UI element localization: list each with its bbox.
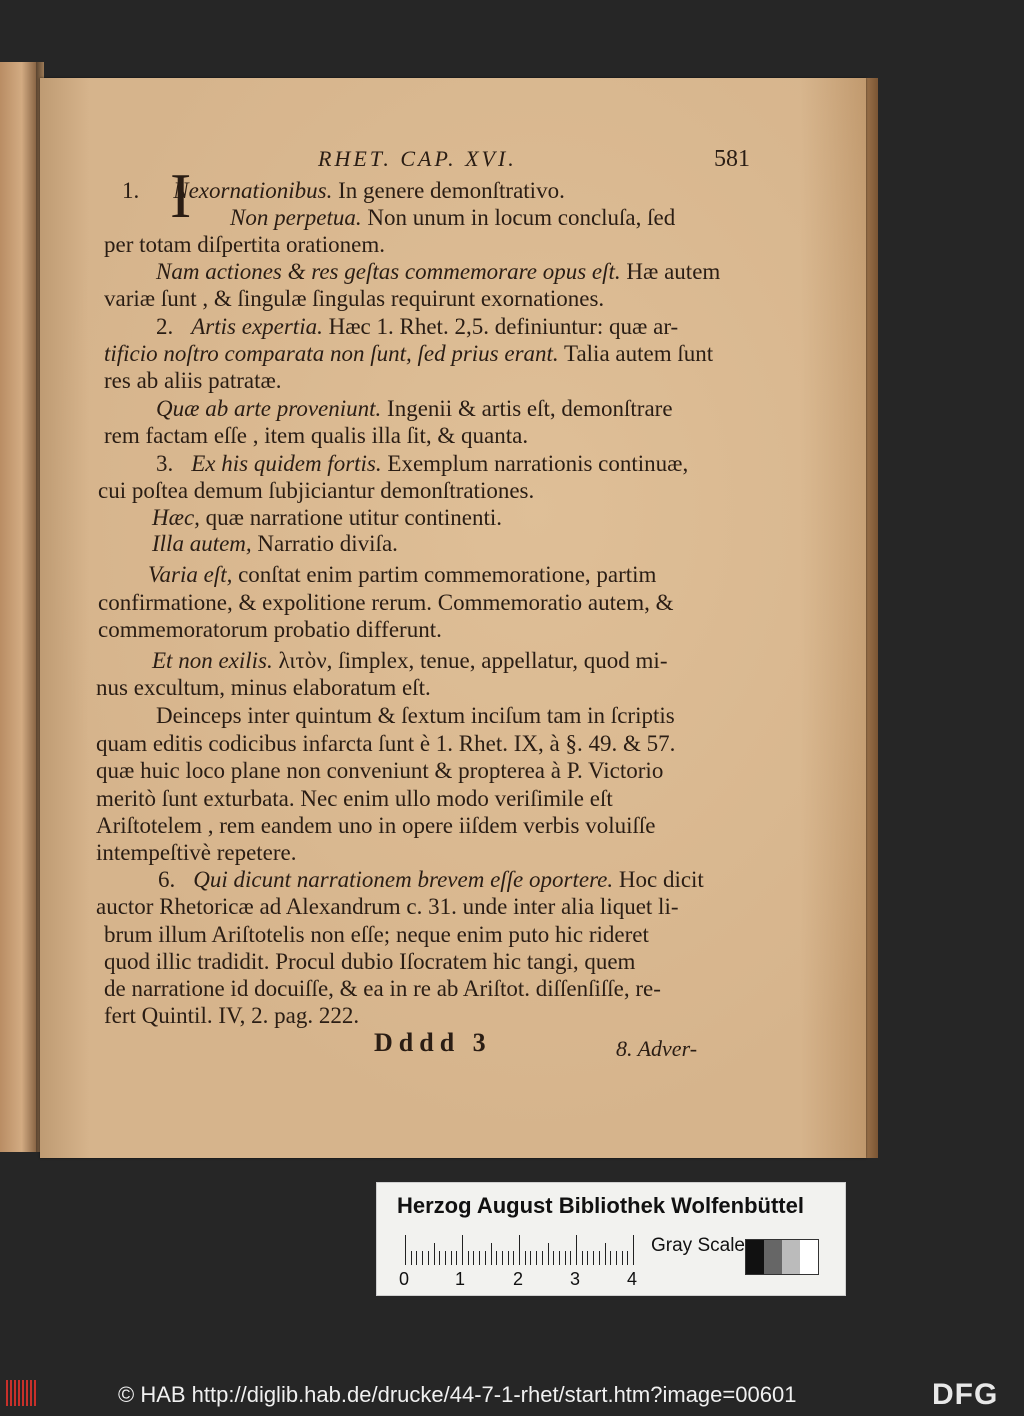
- line-text: fert Quintil. IV, 2. pag. 222.: [104, 1003, 360, 1028]
- line-number: 6.: [158, 867, 176, 892]
- line-text: Ariſtotelem , rem eandem uno in opere iiſdem verbis voluiſſe: [96, 813, 656, 838]
- ruler-tick: [548, 1243, 549, 1265]
- line-text: In genere demonſtrativo.: [332, 178, 565, 203]
- ruler-tick: [599, 1251, 600, 1265]
- text-line: [152, 505, 502, 531]
- signature-mark: Dddd 3: [374, 1028, 492, 1057]
- text-line: [98, 590, 674, 616]
- ruler-tick: [485, 1251, 486, 1265]
- ruler-scale: [405, 1233, 637, 1265]
- text-line: [96, 731, 675, 757]
- ruler-tick: [416, 1251, 417, 1265]
- ruler-number: 4: [627, 1269, 638, 1289]
- ruler-tick: [434, 1243, 435, 1265]
- ruler-tick: [519, 1235, 520, 1265]
- text-line: [104, 368, 282, 394]
- line-text: quam editis codicibus infarcta ſunt è 1. Rhet. IX, à §. 49. & 57.: [96, 731, 676, 756]
- ruler-tick: [576, 1235, 577, 1265]
- ruler-tick: [587, 1251, 588, 1265]
- ruler-tick: [559, 1251, 560, 1265]
- ruler-number: 2: [513, 1269, 524, 1289]
- text-line: [152, 531, 398, 557]
- lemma: tificio noſtro comparata non ſunt, ſed prius erant.: [104, 341, 559, 366]
- ruler-tick: [530, 1251, 531, 1265]
- barcode-icon: [6, 1380, 42, 1406]
- text-line: [230, 205, 675, 231]
- line-text: brum illum Ariſtotelis non eſſe; neque enim puto hic rideret: [104, 922, 649, 947]
- text-line: [156, 451, 688, 477]
- text-line: [96, 894, 679, 920]
- ruler-tick: [553, 1251, 554, 1265]
- line-text: Hoc dicit: [613, 867, 704, 892]
- dfg-logo: DFG: [932, 1378, 999, 1411]
- ruler-tick: [542, 1251, 543, 1265]
- line-text: Hæc 1. Rhet. 2,5. definiuntur: quæ ar-: [322, 314, 679, 339]
- text-line: [104, 976, 661, 1002]
- ruler-tick: [536, 1251, 537, 1265]
- text-line: [158, 867, 704, 893]
- line-text: auctor Rhetoricæ ad Alexandrum c. 31. unde inter alia liquet li-: [96, 894, 679, 919]
- text-line: [156, 396, 673, 422]
- line-text: Exemplum narrationis continuæ,: [381, 451, 689, 476]
- text-line: [156, 314, 678, 340]
- ruler-tick: [610, 1251, 611, 1265]
- lemma: Non perpetua.: [230, 205, 362, 230]
- line-text: de narratione id docuiſſe, & ea in re ab Ariſtot. diſſenſiſſe, re-: [104, 976, 661, 1001]
- line-text: λιτὸν, ſimplex, tenue, appellatur, quod mi-: [272, 648, 668, 673]
- ruler-tick: [462, 1235, 463, 1265]
- line-text: commemoratorum probatio differunt.: [98, 617, 442, 642]
- line-text: quæ huic loco plane non conveniunt & propterea à P. Victorio: [96, 758, 664, 783]
- copyright-url[interactable]: © HAB http://diglib.hab.de/drucke/44-7-1-rhet/start.htm?image=00601: [118, 1382, 797, 1407]
- ruler-tick: [508, 1251, 509, 1265]
- line-text: Ingenii & artis eſt, demonſtrare: [381, 396, 673, 421]
- line-number: 1.: [122, 178, 140, 203]
- lemma: Nam actiones & res geſtas commemorare opus eſt.: [156, 259, 621, 284]
- text-line: [104, 341, 713, 367]
- ruler-tick: [565, 1251, 566, 1265]
- ruler-tick: [491, 1243, 492, 1265]
- lemma: Nexornationibus.: [173, 178, 333, 203]
- line-text: per totam diſpertita orationem.: [104, 232, 386, 257]
- text-line: [96, 675, 431, 701]
- line-text: quæ narratione utitur continenti.: [199, 505, 503, 530]
- text-line: [104, 1003, 359, 1029]
- text-line: [96, 758, 663, 784]
- text-line: [96, 786, 613, 812]
- ruler-tick: [496, 1251, 497, 1265]
- ruler-tick: [439, 1251, 440, 1265]
- text-line: [104, 423, 528, 449]
- facing-page-edge: [0, 62, 36, 1152]
- ruler-tick: [422, 1251, 423, 1265]
- footer-bar: [0, 1370, 1024, 1416]
- ruler-tick: [513, 1251, 514, 1265]
- text-line: [148, 562, 656, 588]
- line-text: Narratio diviſa.: [251, 531, 398, 556]
- ruler-tick: [593, 1251, 594, 1265]
- lemma: Hæc,: [152, 505, 200, 530]
- ruler-tick: [525, 1251, 526, 1265]
- ruler-tick: [445, 1251, 446, 1265]
- ruler-number: 0: [399, 1269, 410, 1289]
- lemma: Varia eſt,: [148, 562, 233, 587]
- text-line: [122, 178, 565, 204]
- ruler-tick: [451, 1251, 452, 1265]
- ruler-tick: [405, 1235, 406, 1265]
- page-number: 581: [714, 146, 750, 172]
- ruler-tick: [582, 1251, 583, 1265]
- lemma: Qui dicunt narrationem brevem eſſe oportere.: [193, 867, 614, 892]
- ruler-tick: [502, 1251, 503, 1265]
- line-text: Non unum in locum concluſa, ſed: [361, 205, 676, 230]
- line-text: conſtat enim partim commemoratione, partim: [232, 562, 657, 587]
- library-color-card: [376, 1182, 846, 1296]
- lemma: Artis expertia.: [191, 314, 323, 339]
- line-text: quod illic tradidit. Procul dubio Iſocratem hic tangi, quem: [104, 949, 636, 974]
- line-text: variæ ſunt , & ſingulæ ſingulas requirunt exornationes.: [104, 286, 605, 311]
- ruler-tick: [473, 1251, 474, 1265]
- ruler-number: 3: [570, 1269, 581, 1289]
- text-line: [156, 703, 675, 729]
- ruler-tick: [633, 1235, 634, 1265]
- line-text: Hæ autem: [620, 259, 721, 284]
- text-line: [152, 648, 668, 674]
- line-number: 3.: [156, 451, 174, 476]
- ruler-tick: [411, 1251, 412, 1265]
- text-line: [104, 286, 604, 312]
- text-line: [98, 617, 442, 643]
- text-line: [98, 478, 534, 504]
- line-text: meritò ſunt exturbata. Nec enim ullo modo veriſimile eſt: [96, 786, 613, 811]
- line-text: res ab aliis patratæ.: [104, 368, 282, 393]
- lemma: Et non exilis.: [152, 648, 273, 673]
- ruler-tick: [570, 1251, 571, 1265]
- line-number: 2.: [156, 314, 174, 339]
- lemma: Quæ ab arte proveniunt.: [156, 396, 382, 421]
- text-line: [96, 840, 297, 866]
- catchword: 8. Adver-: [616, 1036, 698, 1061]
- line-text: cui poſtea demum ſubjiciantur demonſtrationes.: [98, 478, 535, 503]
- gray-scale-swatch: [745, 1239, 819, 1275]
- line-text: confirmatione, & expolitione rerum. Commemoratio autem, &: [98, 590, 674, 615]
- text-line: [104, 949, 635, 975]
- line-text: Deinceps inter quintum & ſextum inciſum tam in ſcriptis: [156, 703, 675, 728]
- gray-scale-label: Gray Scale: [651, 1235, 745, 1256]
- ruler-tick: [456, 1251, 457, 1265]
- lemma: Illa autem,: [152, 531, 252, 556]
- text-line: [104, 232, 385, 258]
- ruler-tick: [428, 1251, 429, 1265]
- ruler-tick: [622, 1251, 623, 1265]
- text-line: [104, 922, 649, 948]
- running-head: RHET. CAP. XVI.: [318, 146, 517, 171]
- library-name: Herzog August Bibliothek Wolfenbüttel: [397, 1193, 804, 1218]
- ruler-number: 1: [455, 1269, 466, 1289]
- ruler-tick: [616, 1251, 617, 1265]
- line-text: Talia autem ſunt: [558, 341, 714, 366]
- ruler-tick: [468, 1251, 469, 1265]
- text-line: [156, 259, 720, 285]
- ruler-tick: [627, 1251, 628, 1265]
- text-line: [96, 813, 656, 839]
- drop-cap: I: [170, 160, 192, 231]
- line-text: nus excultum, minus elaboratum eſt.: [96, 675, 431, 700]
- lemma: Ex his quidem fortis.: [191, 451, 382, 476]
- ruler-tick: [605, 1243, 606, 1265]
- ruler-tick: [479, 1251, 480, 1265]
- line-text: rem factam eſſe , item qualis illa ſit, & quanta.: [104, 423, 529, 448]
- line-text: intempeſtivè repetere.: [96, 840, 297, 865]
